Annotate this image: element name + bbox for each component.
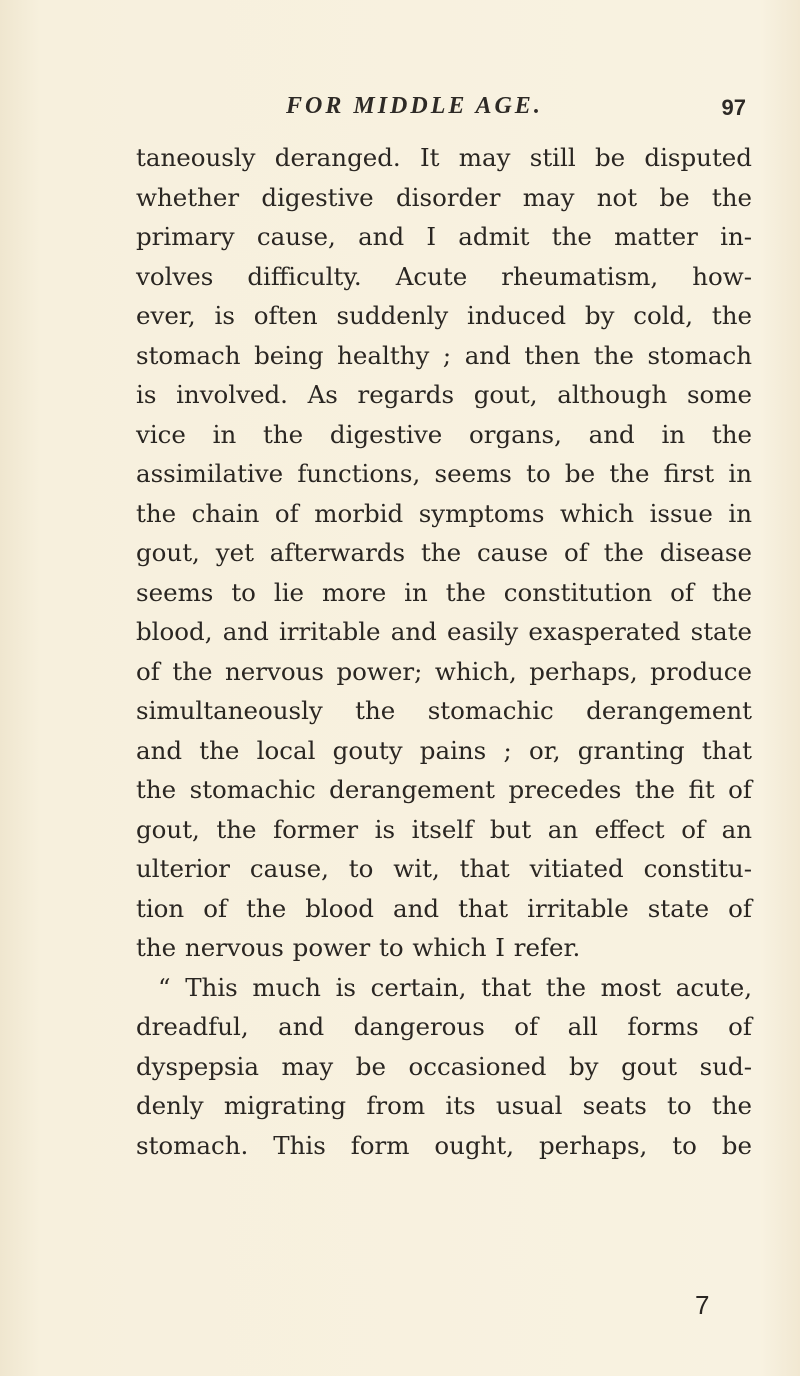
text-line: blood, and irritable and easily exasperated state (136, 617, 752, 646)
text-line: tion of the blood and that irritable state of (136, 893, 752, 923)
text-line: assimilative functions, seems to be the first in (136, 459, 752, 488)
text-line: primary cause, and I admit the matter in- (136, 222, 752, 251)
text-line: ulterior cause, to wit, that vitiated constitu- (136, 854, 752, 883)
text-line: “ This much is certain, that the most acute, (158, 972, 752, 1002)
text-line: dreadful, and dangerous of all forms of (136, 1012, 752, 1041)
text-line: the chain of morbid symptoms which issue in (136, 498, 752, 528)
text-line: and the local gouty pains ; or, granting that (136, 735, 752, 765)
text-line: simultaneously the stomachic derangement (136, 696, 752, 725)
body-text (136, 138, 752, 1165)
text-line: volves difficulty. Acute rheumatism, how- (136, 261, 752, 291)
text-line: stomach being healthy ; and then the stomach (136, 340, 752, 370)
text-line: vice in the digestive organs, and in the (136, 419, 752, 449)
text-line: ever, is often suddenly induced by cold, the (136, 301, 752, 330)
text-line: gout, the former is itself but an effect of an (136, 814, 752, 844)
running-head-title: FOR MIDDLE AGE. (286, 93, 543, 119)
text-line: denly migrating from its usual seats to the (136, 1091, 752, 1120)
text-line: stomach. This form ought, perhaps, to be (136, 1130, 752, 1160)
text-line: the stomachic derangement precedes the fit of (136, 775, 752, 804)
text-line: whether digestive disorder may not be the (136, 182, 752, 212)
signature-mark: 7 (695, 1290, 710, 1320)
text-line: the nervous power to which I refer. (136, 933, 581, 962)
text-line: is involved. As regards gout, although some (136, 380, 752, 409)
text-line: gout, yet afterwards the cause of the disease (136, 538, 752, 567)
text-line: of the nervous power; which, perhaps, produce (136, 656, 752, 686)
text-line: dyspepsia may be occasioned by gout sud- (136, 1051, 752, 1081)
running-head (286, 93, 746, 133)
page-number: 97 (721, 95, 746, 120)
text-line: seems to lie more in the constitution of the (136, 577, 752, 607)
text-line: taneously deranged. It may still be disputed (136, 143, 752, 172)
